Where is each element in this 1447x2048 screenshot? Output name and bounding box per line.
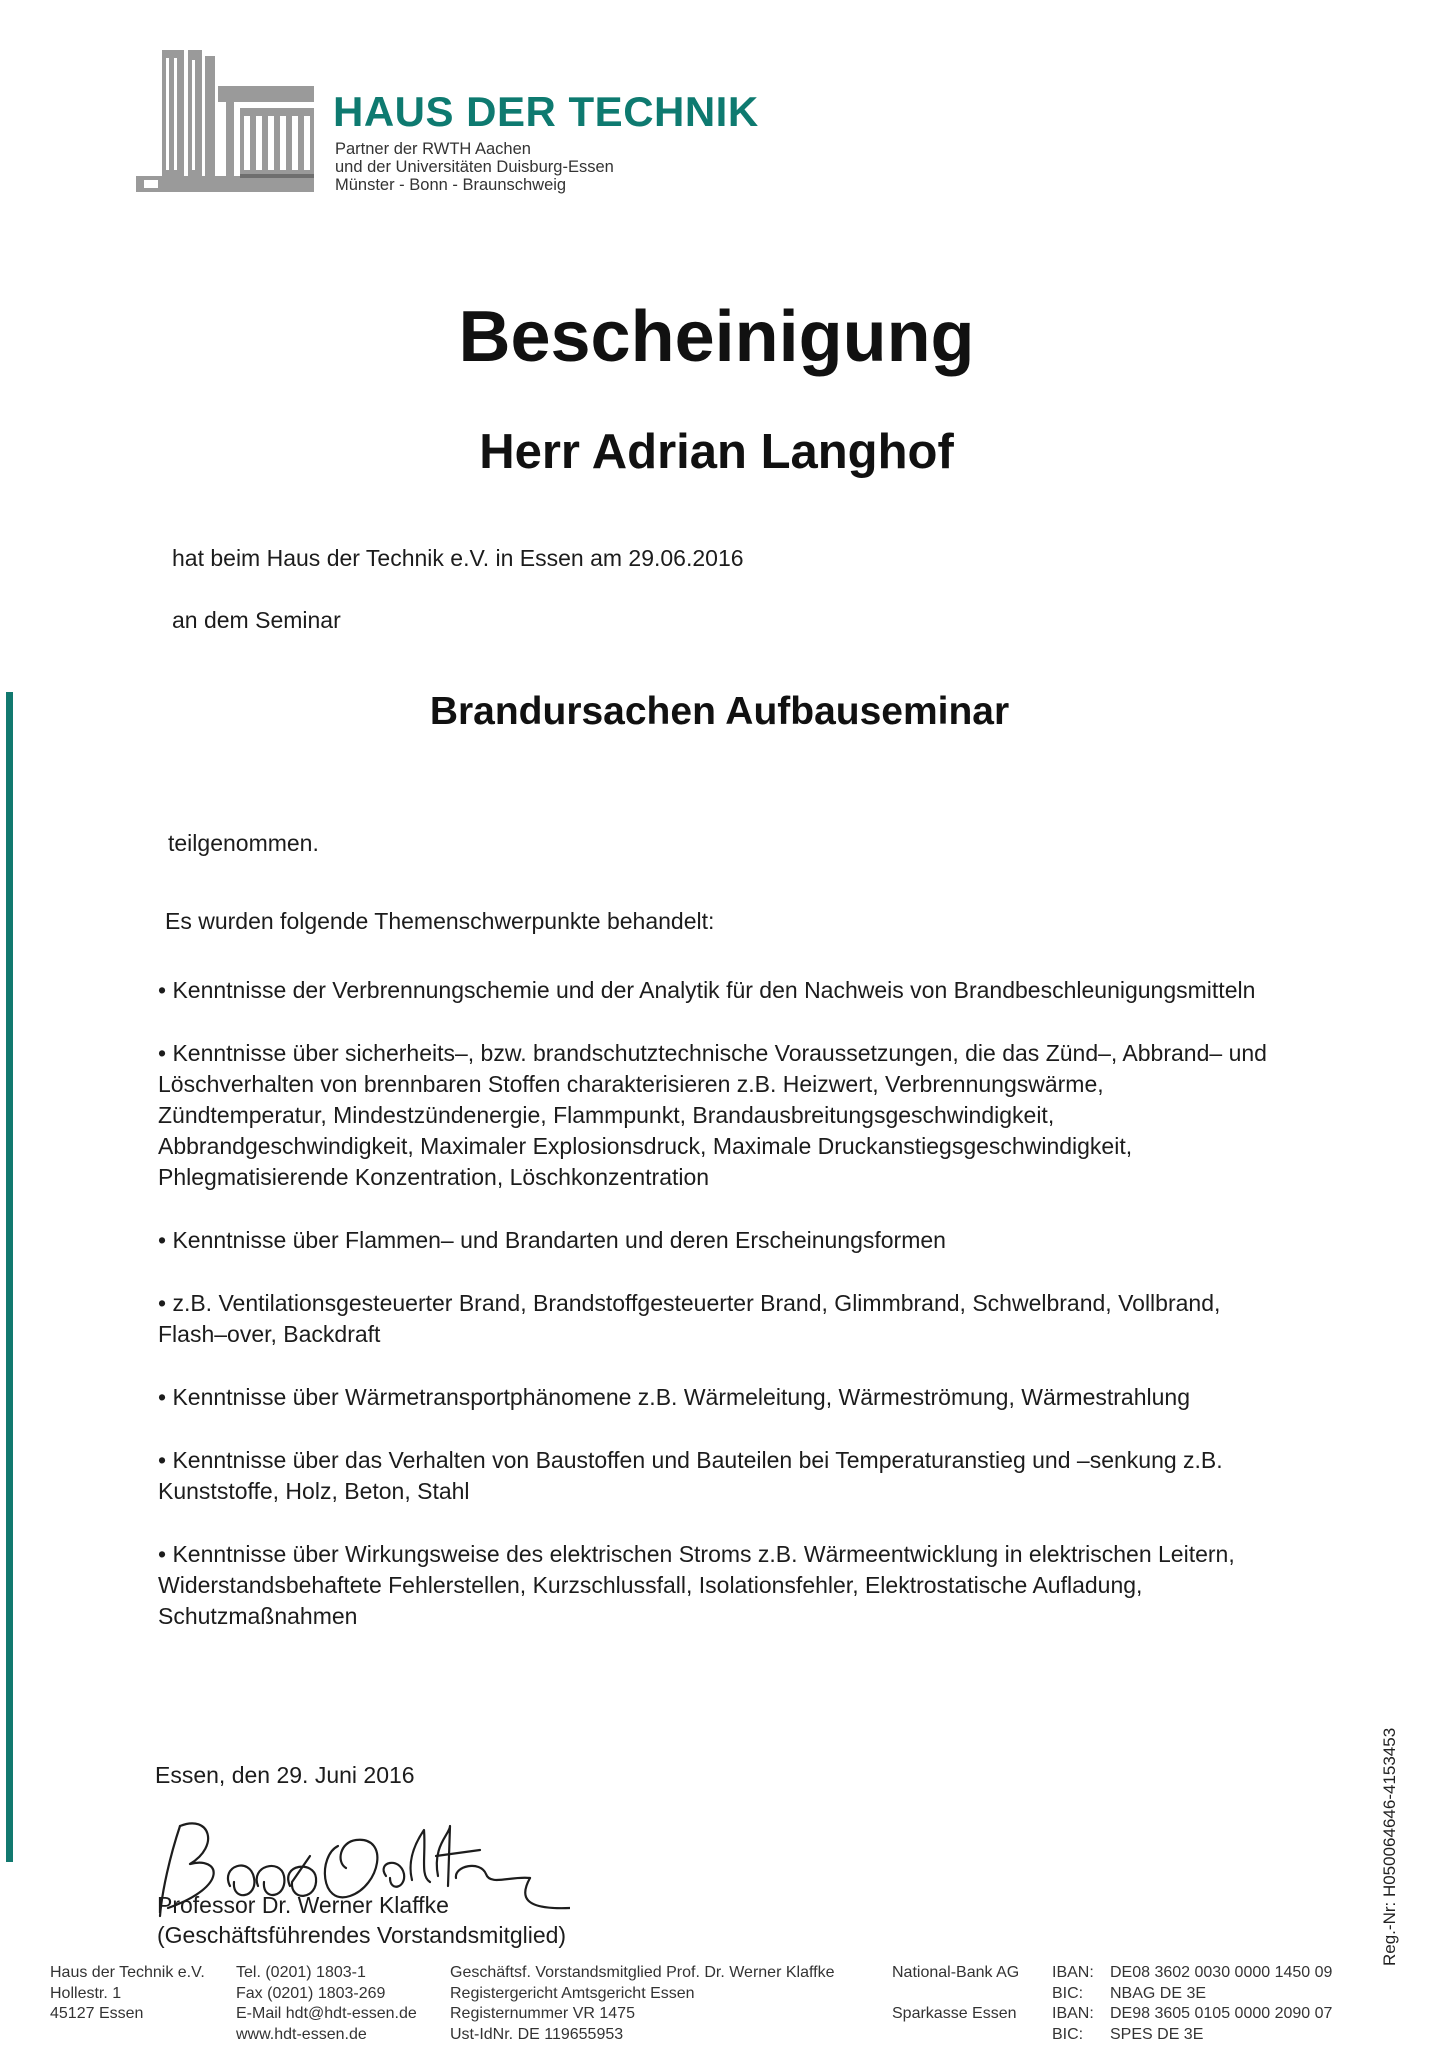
topic-item: • Kenntnisse über das Verhalten von Baustoffen und Bauteilen bei Temperaturanstieg und –senkung z.B. Kunststoffe, Holz, Beton, Stahl xyxy=(158,1447,1223,1504)
footer-address xyxy=(50,1963,205,2025)
footer-website[interactable]: www.hdt-essen.de xyxy=(236,2025,367,2043)
document-title xyxy=(0,296,1447,378)
footer xyxy=(0,1960,1447,2048)
footer-line: Fax (0201) 1803-269 xyxy=(236,1984,386,2002)
footer-email[interactable]: E-Mail hdt@hdt-essen.de xyxy=(236,2005,417,2022)
topic-item: • Kenntnisse über Flammen– und Brandarten und deren Erscheinungsformen xyxy=(158,1227,946,1253)
footer-line xyxy=(892,1984,1019,2005)
signer-role: (Geschäftsführendes Vorstandsmitglied) xyxy=(157,1922,567,1948)
footer-line: 45127 Essen xyxy=(50,2005,144,2022)
topic-item: • Kenntnisse über Wärmetransportphänomene z.B. Wärmeleitung, Wärmeströmung, Wärmestrahlung xyxy=(158,1384,1190,1410)
tagline-line: Partner der RWTH Aachen xyxy=(335,140,531,158)
building-logo-icon xyxy=(136,46,316,194)
footer-line: Sparkasse Essen xyxy=(892,2005,1017,2022)
intro-line: hat beim Haus der Technik e.V. in Essen am 29.06.2016 xyxy=(172,545,744,571)
footer-banks xyxy=(892,1963,1019,2025)
footer-line: IBAN: xyxy=(1052,2005,1094,2022)
seminar-name xyxy=(0,690,1447,734)
footer-line: Hollestr. 1 xyxy=(50,1984,122,2002)
footer-registry xyxy=(450,1963,834,2045)
footer-line: DE08 3602 0030 0000 1450 09 xyxy=(1110,1964,1333,1981)
footer-line: Registergericht Amtsgericht Essen xyxy=(450,1984,695,2002)
topics-list xyxy=(158,975,1278,1664)
brand-name: HAUS DER TECHNIK xyxy=(333,88,759,135)
footer-bank-values xyxy=(1110,1963,1332,2045)
footer-line: Ust-IdNr. DE 119655953 xyxy=(450,2025,624,2043)
registration-number: Reg.-Nr: H05006464​6-4153453 xyxy=(1380,1727,1399,1966)
place-date: Essen, den 29. Juni 2016 xyxy=(155,1762,415,1788)
footer-line: DE98 3605 0105 0000 2090 07 xyxy=(1110,2005,1333,2022)
footer-line: NBAG DE 3E xyxy=(1110,1984,1207,2002)
side-accent-bar xyxy=(6,692,13,1862)
document-title-text: Bescheinigung xyxy=(458,297,975,377)
topic-item: • Kenntnisse über sicherheits–, bzw. brandschutztechnische Voraussetzungen, die das Zünd–, Abbrand– und Löschverhalten von brennbaren Stoffen charakterisieren z.B. Heizwert, Verbrennungswärme, Zündtemperatur, Mindestzündenergie, Flammpunkt, Brandausbreitungsgeschwindigkeit, Abbrandgeschwindigkeit, Maximaler Explosionsdruck, Maximale Druckanstiegsgeschwindigkeit, Phlegmatisierende Konzentration, Löschkonzentration xyxy=(158,1040,1267,1190)
footer-line: BIC: xyxy=(1052,1984,1084,2002)
topic-item: • Kenntnisse der Verbrennungschemie und der Analytik für den Nachweis von Brandbeschleunigungsmitteln xyxy=(158,977,1256,1003)
footer-line: IBAN: xyxy=(1052,1964,1094,1981)
footer-line: Tel. (0201) 1803-1 xyxy=(236,1964,366,1981)
seminar-prefix: an dem Seminar xyxy=(172,607,341,633)
footer-contact xyxy=(236,1963,417,2045)
footer-line: Haus der Technik e.V. xyxy=(50,1964,205,1981)
footer-bank-labels xyxy=(1052,1963,1094,2045)
participated-text: teilgenommen. xyxy=(168,830,319,856)
topic-item: • z.B. Ventilationsgesteuerter Brand, Brandstoffgesteuerter Brand, Glimmbrand, Schwelbrand, Vollbrand, Flash–over, Backdraft xyxy=(158,1290,1221,1347)
footer-line: Geschäftsf. Vorstandsmitglied Prof. Dr. Werner Klaffke xyxy=(450,1964,835,1981)
recipient-name-text: Herr Adrian Langhof xyxy=(479,425,954,479)
topic-item: • Kenntnisse über Wirkungsweise des elektrischen Stroms z.B. Wärmeentwicklung in elektrischen Leitern, Widerstandsbehaftete Fehlerstellen, Kurzschlussfall, Isolationsfehler, Elektrostatische Aufladung, Schutzmaßnahmen xyxy=(158,1541,1235,1629)
recipient-name xyxy=(0,424,1447,480)
footer-line: National-Bank AG xyxy=(892,1964,1020,1981)
footer-line: Registernummer VR 1475 xyxy=(450,2005,635,2022)
topics-heading: Es wurden folgende Themenschwerpunkte behandelt: xyxy=(165,908,715,934)
seminar-name-text: Brandursachen Aufbauseminar xyxy=(429,690,1010,733)
footer-line: SPES DE 3E xyxy=(1110,2025,1204,2043)
signer-name: Professor Dr. Werner Klaffke xyxy=(157,1892,449,1918)
tagline-line: und der Universitäten Duisburg-Essen xyxy=(335,158,614,176)
brand-tagline xyxy=(335,140,614,194)
tagline-line: Münster - Bonn - Braunschweig xyxy=(335,176,567,194)
footer-line: BIC: xyxy=(1052,2025,1084,2043)
